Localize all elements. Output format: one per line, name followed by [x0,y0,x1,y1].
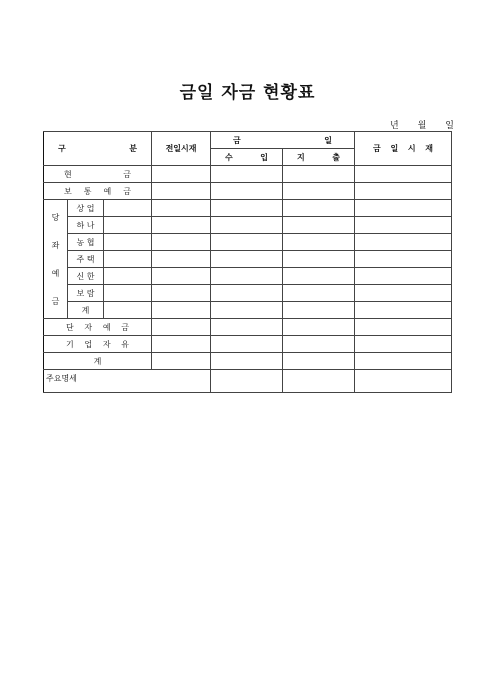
header-category: 구 분 [44,132,152,166]
cell[interactable] [211,217,283,234]
cell[interactable] [104,234,152,251]
cell[interactable] [211,251,283,268]
cell[interactable] [211,370,283,393]
cell[interactable] [283,183,355,200]
cell[interactable] [152,268,211,285]
cell[interactable] [283,336,355,353]
notes-area[interactable] [44,370,211,393]
date-line [390,118,454,131]
cell[interactable] [283,200,355,217]
row-total-label: 계 [44,353,152,370]
cell[interactable] [211,285,283,302]
cell[interactable] [355,234,452,251]
header-income: 수 입 [211,149,283,166]
notes-label: 주요명세 [46,374,77,383]
cell[interactable] [104,217,152,234]
cell[interactable] [283,285,355,302]
page-title: 금일 자금 현황표 [179,83,316,103]
cell[interactable] [355,336,452,353]
cell[interactable] [283,251,355,268]
header-prev-balance: 전일시재 [152,132,211,166]
cell[interactable] [211,336,283,353]
cell[interactable] [283,234,355,251]
month-label: 월 [417,121,427,131]
cell[interactable] [355,353,452,370]
cell[interactable] [283,302,355,319]
header-current-balance: 금 일 시 재 [355,132,452,166]
bank-label: 신 한 [68,268,104,285]
cell[interactable] [152,285,211,302]
cell[interactable] [152,353,211,370]
year-label: 년 [390,121,399,131]
cell[interactable] [211,268,283,285]
cell[interactable] [152,319,211,336]
row-ordinary-deposit-label: 보 통 예 금 [44,183,152,200]
bank-label: 보 람 [68,285,104,302]
cell[interactable] [152,234,211,251]
header-today: 금 일 [211,132,355,149]
cell[interactable] [152,200,211,217]
cell[interactable] [355,302,452,319]
cell[interactable] [152,183,211,200]
checking-deposit-group-label: 당 좌 예 금 [44,200,68,319]
cell[interactable] [211,200,283,217]
cell[interactable] [211,234,283,251]
cell[interactable] [355,319,452,336]
cell[interactable] [355,217,452,234]
cell[interactable] [104,268,152,285]
cell[interactable] [355,183,452,200]
cell[interactable] [283,370,355,393]
cell[interactable] [355,268,452,285]
cell[interactable] [211,302,283,319]
row-cash-label: 현 금 [44,166,152,183]
bank-label: 하 나 [68,217,104,234]
cell[interactable] [211,353,283,370]
cell[interactable] [355,285,452,302]
cell[interactable] [283,166,355,183]
cell[interactable] [283,268,355,285]
cell[interactable] [211,319,283,336]
bank-label: 상 업 [68,200,104,217]
checking-subtotal-label: 계 [68,302,104,319]
cell[interactable] [152,217,211,234]
cell[interactable] [152,251,211,268]
row-corporate-deposit-label: 기 업 자 유 [44,336,152,353]
bank-label: 주 택 [68,251,104,268]
cell[interactable] [104,302,152,319]
cell[interactable] [355,370,452,393]
bank-label: 농 협 [68,234,104,251]
header-expense: 지 출 [283,149,355,166]
cell[interactable] [152,166,211,183]
cell[interactable] [104,285,152,302]
cell[interactable] [211,166,283,183]
cell[interactable] [104,200,152,217]
cell[interactable] [355,251,452,268]
cell[interactable] [355,166,452,183]
cell[interactable] [152,302,211,319]
cell[interactable] [283,353,355,370]
cell[interactable] [211,183,283,200]
fund-status-table [43,131,452,393]
cell[interactable] [104,251,152,268]
row-term-deposit-label: 단 자 예 금 [44,319,152,336]
cell[interactable] [355,200,452,217]
cell[interactable] [283,217,355,234]
cell[interactable] [152,336,211,353]
cell[interactable] [283,319,355,336]
day-label: 일 [445,121,454,131]
